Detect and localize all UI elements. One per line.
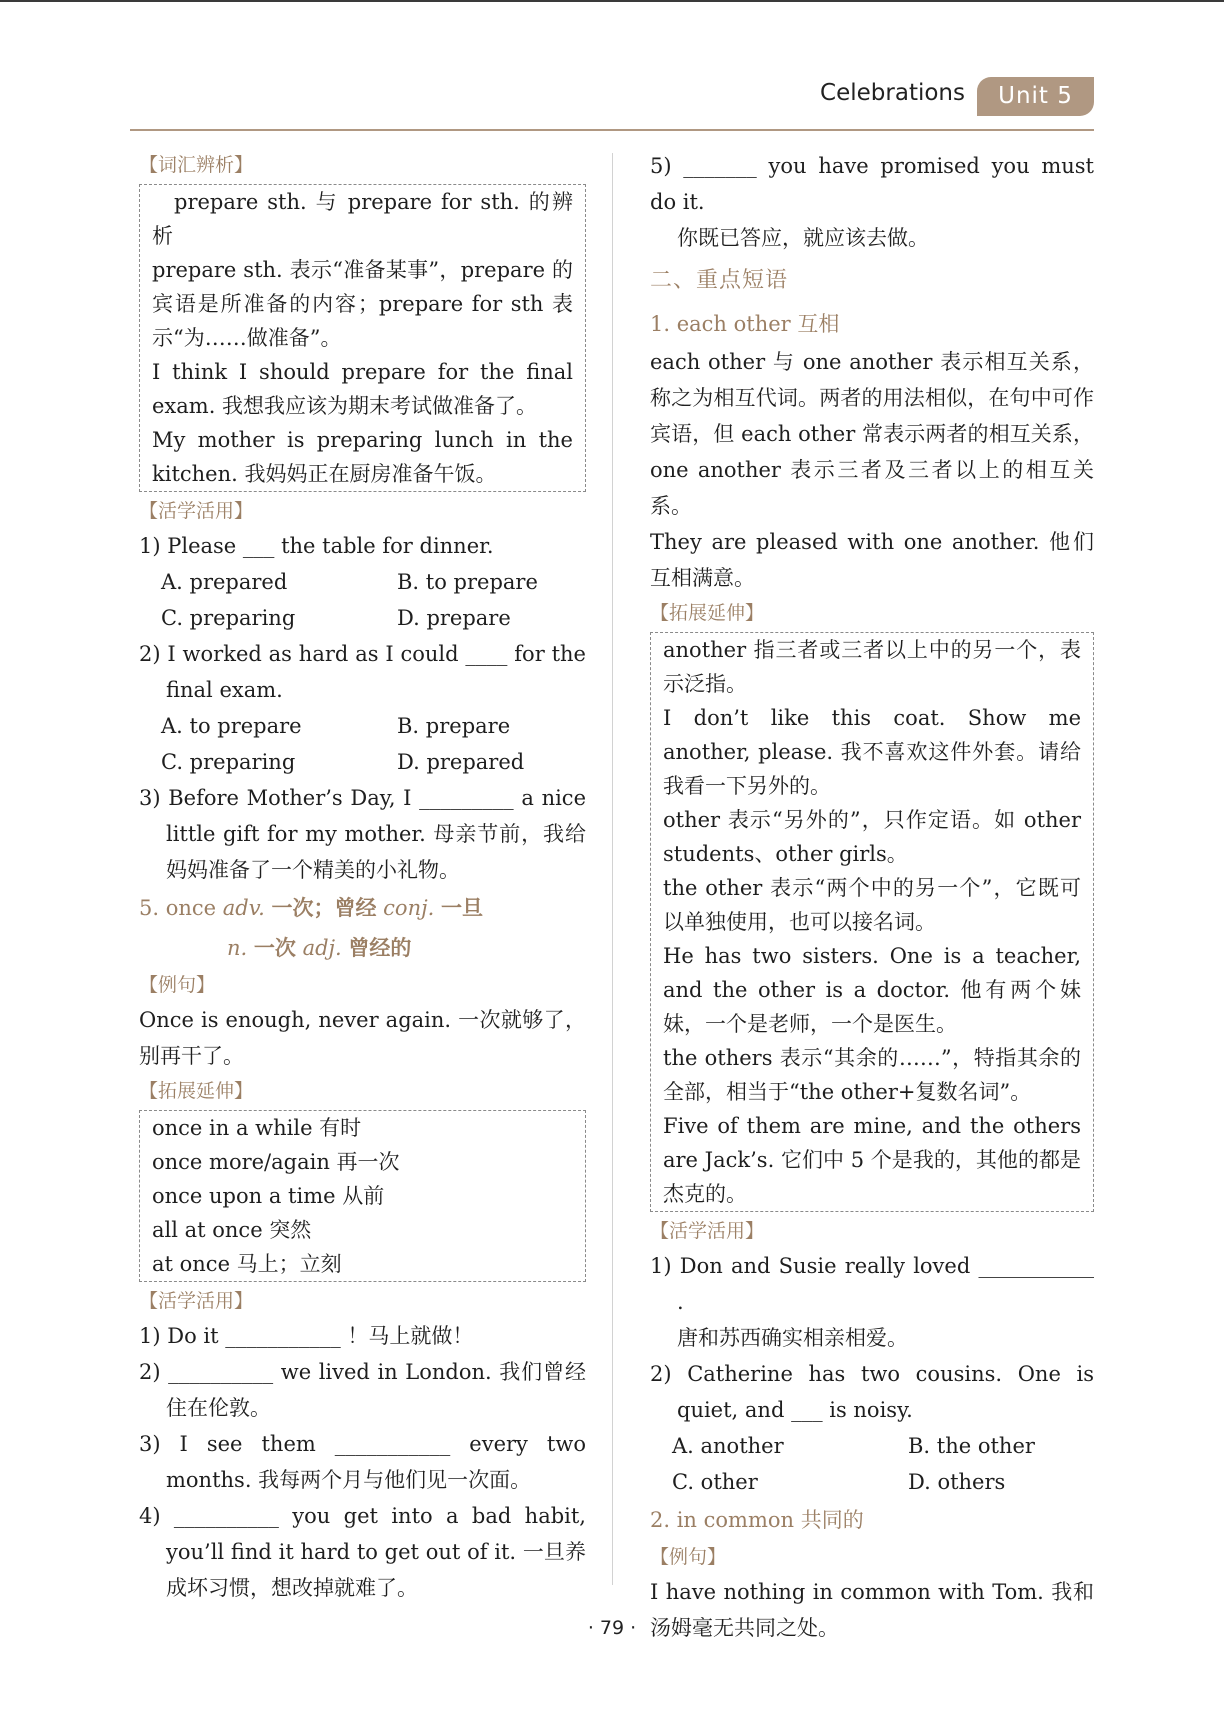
option: B. prepare bbox=[397, 714, 511, 738]
option: A. prepared bbox=[161, 570, 288, 594]
option: C. preparing bbox=[161, 606, 296, 630]
exercise-question: 1) Don and Susie really loved ___________ . bbox=[650, 1254, 1094, 1314]
pos-label: n. bbox=[227, 936, 248, 960]
word-entry-once bbox=[139, 888, 586, 928]
phrase-item: once more/again 再一次 bbox=[152, 1150, 400, 1174]
top-border bbox=[0, 0, 1224, 2]
section-tag-extend: 【拓展延伸】 bbox=[139, 1080, 254, 1102]
exercise-question: 1) Do it ___________ ！马上就做！ bbox=[139, 1324, 474, 1348]
entry-word: once bbox=[165, 896, 217, 920]
unit-badge: Unit 5 bbox=[977, 77, 1094, 116]
exercise-translation: 你既已答应，就应该去做。 bbox=[677, 226, 929, 250]
left-column bbox=[139, 148, 586, 1606]
option: A. to prepare bbox=[161, 714, 302, 738]
extend-item: He has two sisters. One is a teacher, and the other is a doctor. 他有两个妹妹，一个是老师，一个是医生。 bbox=[663, 944, 1081, 1036]
phrase-item: once in a while 有时 bbox=[152, 1116, 362, 1140]
pos-label: adj. bbox=[302, 936, 342, 960]
phrase-heading: 2. in common 共同的 bbox=[650, 1508, 864, 1532]
option: D. prepared bbox=[397, 750, 525, 774]
vocab-note-example: My mother is preparing lunch in the kitchen. 我妈妈正在厨房准备午饭。 bbox=[152, 428, 573, 486]
option: C. preparing bbox=[161, 750, 296, 774]
entry-number: 5. bbox=[139, 896, 160, 920]
vocab-note-title: prepare sth. 与 prepare for sth. 的辨析 bbox=[152, 190, 573, 248]
extend-item: I don’t like this coat. Show me another, please. 我不喜欢这件外套。请给我看一下另外的。 bbox=[663, 706, 1081, 798]
exercise-question: 4) __________ you get into a bad habit, you’ll find it hard to get out of it. 一旦养成坏习惯，想改掉就难了。 bbox=[139, 1504, 586, 1600]
option: C. other bbox=[672, 1470, 758, 1494]
phrase-heading: 1. each other 互相 bbox=[650, 312, 840, 336]
entry-meaning: 一旦 bbox=[440, 895, 483, 920]
extend-item: another 指三者或三者以上中的另一个，表示泛指。 bbox=[663, 638, 1081, 696]
exercise-question: 3) Before Mother’s Day, I _________ a nice little gift for my mother. 母亲节前，我给妈妈准备了一个精美的小礼物。 bbox=[139, 786, 586, 882]
right-column bbox=[650, 148, 1094, 1646]
exercise-question: 3) I see them ___________ every two months. 我每两个月与他们见一次面。 bbox=[139, 1432, 586, 1492]
entry-meaning: 一次 bbox=[253, 935, 296, 960]
section-tag-practice: 【活学活用】 bbox=[139, 1290, 254, 1312]
phrase-item: all at once 突然 bbox=[152, 1218, 312, 1242]
exercise-options bbox=[139, 564, 586, 636]
column-divider bbox=[612, 153, 613, 1585]
option: B. the other bbox=[908, 1434, 1035, 1458]
header-rule bbox=[130, 129, 1094, 131]
extend-box bbox=[139, 1110, 586, 1282]
extend-item: Five of them are mine, and the others are Jack’s. 它们中 5 个是我的，其他的都是杰克的。 bbox=[663, 1114, 1081, 1206]
vocab-note-box bbox=[139, 184, 586, 492]
extend-box bbox=[650, 632, 1094, 1212]
extend-item: the others 表示“其余的……”，特指其余的全部，相当于“the other+复数名词”。 bbox=[663, 1046, 1081, 1104]
option: D. others bbox=[908, 1470, 1006, 1494]
vocab-note-text: prepare sth. 表示“准备某事”，prepare 的宾语是所准备的内容；prepare for sth 表示“为……做准备”。 bbox=[152, 258, 573, 350]
option: A. another bbox=[672, 1434, 784, 1458]
exercise-question: 2) I worked as hard as I could ____ for the final exam. bbox=[139, 642, 586, 702]
exercise-question: 2) __________ we lived in London. 我们曾经住在伦敦。 bbox=[139, 1360, 586, 1420]
section-tag-vocab: 【词汇辨析】 bbox=[139, 154, 254, 176]
option: D. prepare bbox=[397, 606, 511, 630]
section-tag-example: 【例句】 bbox=[139, 974, 216, 996]
extend-item: other 表示“另外的”，只作定语。如 other students、other girls。 bbox=[663, 808, 1081, 866]
extend-item: the other 表示“两个中的另一个”，它既可以单独使用，也可以接名词。 bbox=[663, 876, 1081, 934]
phrase-item: at once 马上；立刻 bbox=[152, 1252, 342, 1276]
example-sentence: They are pleased with one another. 他们互相满意。 bbox=[650, 530, 1094, 590]
vocab-note-example: I think I should prepare for the final exam. 我想我应该为期末考试做准备了。 bbox=[152, 360, 573, 418]
example-sentence: I have nothing in common with Tom. 我和汤姆毫无共同之处。 bbox=[650, 1580, 1094, 1640]
section-tag-extend: 【拓展延伸】 bbox=[650, 602, 765, 624]
entry-meaning: 曾经的 bbox=[348, 935, 412, 960]
section-heading: 二、重点短语 bbox=[650, 268, 789, 293]
pos-label: conj. bbox=[383, 896, 435, 920]
exercise-question: 2) Catherine has two cousins. One is quiet, and ___ is noisy. bbox=[650, 1362, 1094, 1422]
option: B. to prepare bbox=[397, 570, 538, 594]
section-tag-practice: 【活学活用】 bbox=[139, 500, 254, 522]
example-sentence: Once is enough, never again. 一次就够了，别再干了。 bbox=[139, 1008, 586, 1068]
exercise-options bbox=[139, 708, 586, 780]
page-number: · 79 · bbox=[587, 1617, 637, 1639]
exercise-options bbox=[650, 1428, 1094, 1500]
running-header-title: Celebrations bbox=[820, 80, 965, 106]
section-tag-practice: 【活学活用】 bbox=[650, 1220, 765, 1242]
exercise-translation: 唐和苏西确实相亲相爱。 bbox=[677, 1326, 908, 1350]
exercise-question: 1) Please ___ the table for dinner. bbox=[139, 534, 494, 558]
pos-label: adv. bbox=[222, 896, 265, 920]
entry-meaning: 一次；曾经 bbox=[271, 895, 377, 920]
word-entry-once-cont bbox=[139, 928, 586, 968]
exercise-question: 5) _______ you have promised you must do it. bbox=[650, 154, 1094, 214]
section-tag-example: 【例句】 bbox=[650, 1546, 727, 1568]
phrase-item: once upon a time 从前 bbox=[152, 1184, 385, 1208]
phrase-explanation: each other 与 one another 表示相互关系，称之为相互代词。两者的用法相似，在句中可作宾语，但 each other 常表示两者的相互关系，one another 表示三者及三者以上的相互关系。 bbox=[650, 350, 1094, 518]
